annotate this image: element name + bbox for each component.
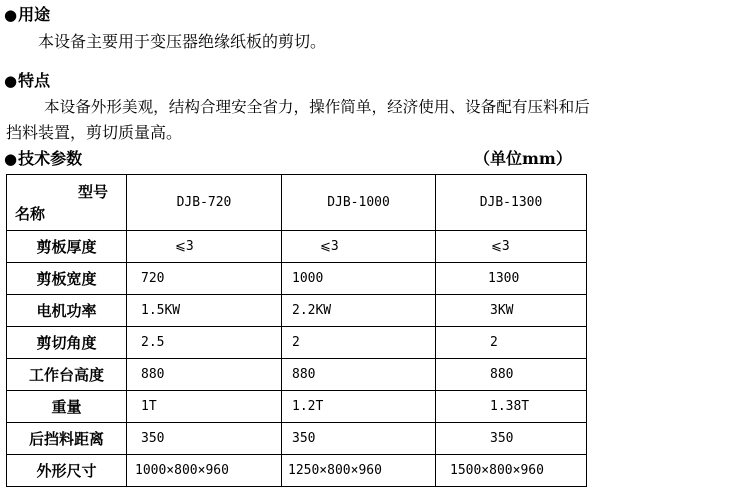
- usage-heading: [4, 5, 50, 25]
- row-label: 重量: [7, 391, 127, 423]
- table-cell: 1300: [436, 263, 587, 295]
- table-cell: 2: [282, 327, 436, 359]
- model-header: DJB-1000: [282, 175, 436, 231]
- row-label: 后挡料距离: [7, 423, 127, 455]
- table-cell: 880: [282, 359, 436, 391]
- params-heading: [4, 149, 82, 169]
- table-cell: 2.5: [127, 327, 282, 359]
- row-label: 剪切角度: [7, 327, 127, 359]
- table-cell: 2: [436, 327, 587, 359]
- row-label: 外形尺寸: [7, 455, 127, 487]
- model-header: DJB-1300: [436, 175, 587, 231]
- table-row: [7, 359, 587, 391]
- table-cell: 350: [436, 423, 587, 455]
- table-cell: 350: [282, 423, 436, 455]
- row-label: 剪板宽度: [7, 263, 127, 295]
- table-cell: 2.2KW: [282, 295, 436, 327]
- table-row: [7, 423, 587, 455]
- bullet-icon: ●: [4, 6, 18, 24]
- table-cell: 1500×800×960: [436, 455, 587, 487]
- usage-body: 本设备主要用于变压器绝缘纸板的剪切。: [38, 32, 327, 51]
- bullet-icon: ●: [4, 72, 18, 90]
- table-row: [7, 391, 587, 423]
- table-cell: 1000×800×960: [127, 455, 282, 487]
- features-body-line1: 本设备外形美观，结构合理安全省力，操作简单，经济使用、设备配有压料和后: [44, 98, 590, 116]
- corner-cell: [7, 175, 127, 231]
- table-cell: 1.38T: [436, 391, 587, 423]
- table-cell: ⩽3: [282, 231, 436, 263]
- usage-title: 用途: [18, 5, 51, 24]
- unit-note: （单位mm）: [474, 149, 572, 168]
- features-heading: [4, 71, 50, 91]
- table-cell: ⩽3: [127, 231, 282, 263]
- params-title: 技术参数: [18, 149, 83, 168]
- table-cell: 880: [436, 359, 587, 391]
- table-cell: 3KW: [436, 295, 587, 327]
- row-label: 电机功率: [7, 295, 127, 327]
- table-cell: 880: [127, 359, 282, 391]
- bullet-icon: ●: [4, 150, 18, 168]
- row-label: 剪板厚度: [7, 231, 127, 263]
- table-header-row: [7, 175, 587, 231]
- corner-label-model: 型号: [77, 183, 108, 201]
- table-row: [7, 231, 587, 263]
- table-cell: 1250×800×960: [282, 455, 436, 487]
- model-header: DJB-720: [127, 175, 282, 231]
- table-row: [7, 455, 587, 487]
- table-cell: ⩽3: [436, 231, 587, 263]
- table-cell: 720: [127, 263, 282, 295]
- spec-table: [6, 174, 587, 487]
- table-cell: 1.5KW: [127, 295, 282, 327]
- table-row: [7, 263, 587, 295]
- features-title: 特点: [18, 71, 51, 90]
- table-cell: 1T: [127, 391, 282, 423]
- table-cell: 1000: [282, 263, 436, 295]
- row-label: 工作台高度: [7, 359, 127, 391]
- table-cell: 1.2T: [282, 391, 436, 423]
- table-row: [7, 295, 587, 327]
- corner-label-name: 名称: [15, 205, 46, 223]
- table-cell: 350: [127, 423, 282, 455]
- table-row: [7, 327, 587, 359]
- features-body-line2: 挡料装置，剪切质量高。: [6, 123, 183, 142]
